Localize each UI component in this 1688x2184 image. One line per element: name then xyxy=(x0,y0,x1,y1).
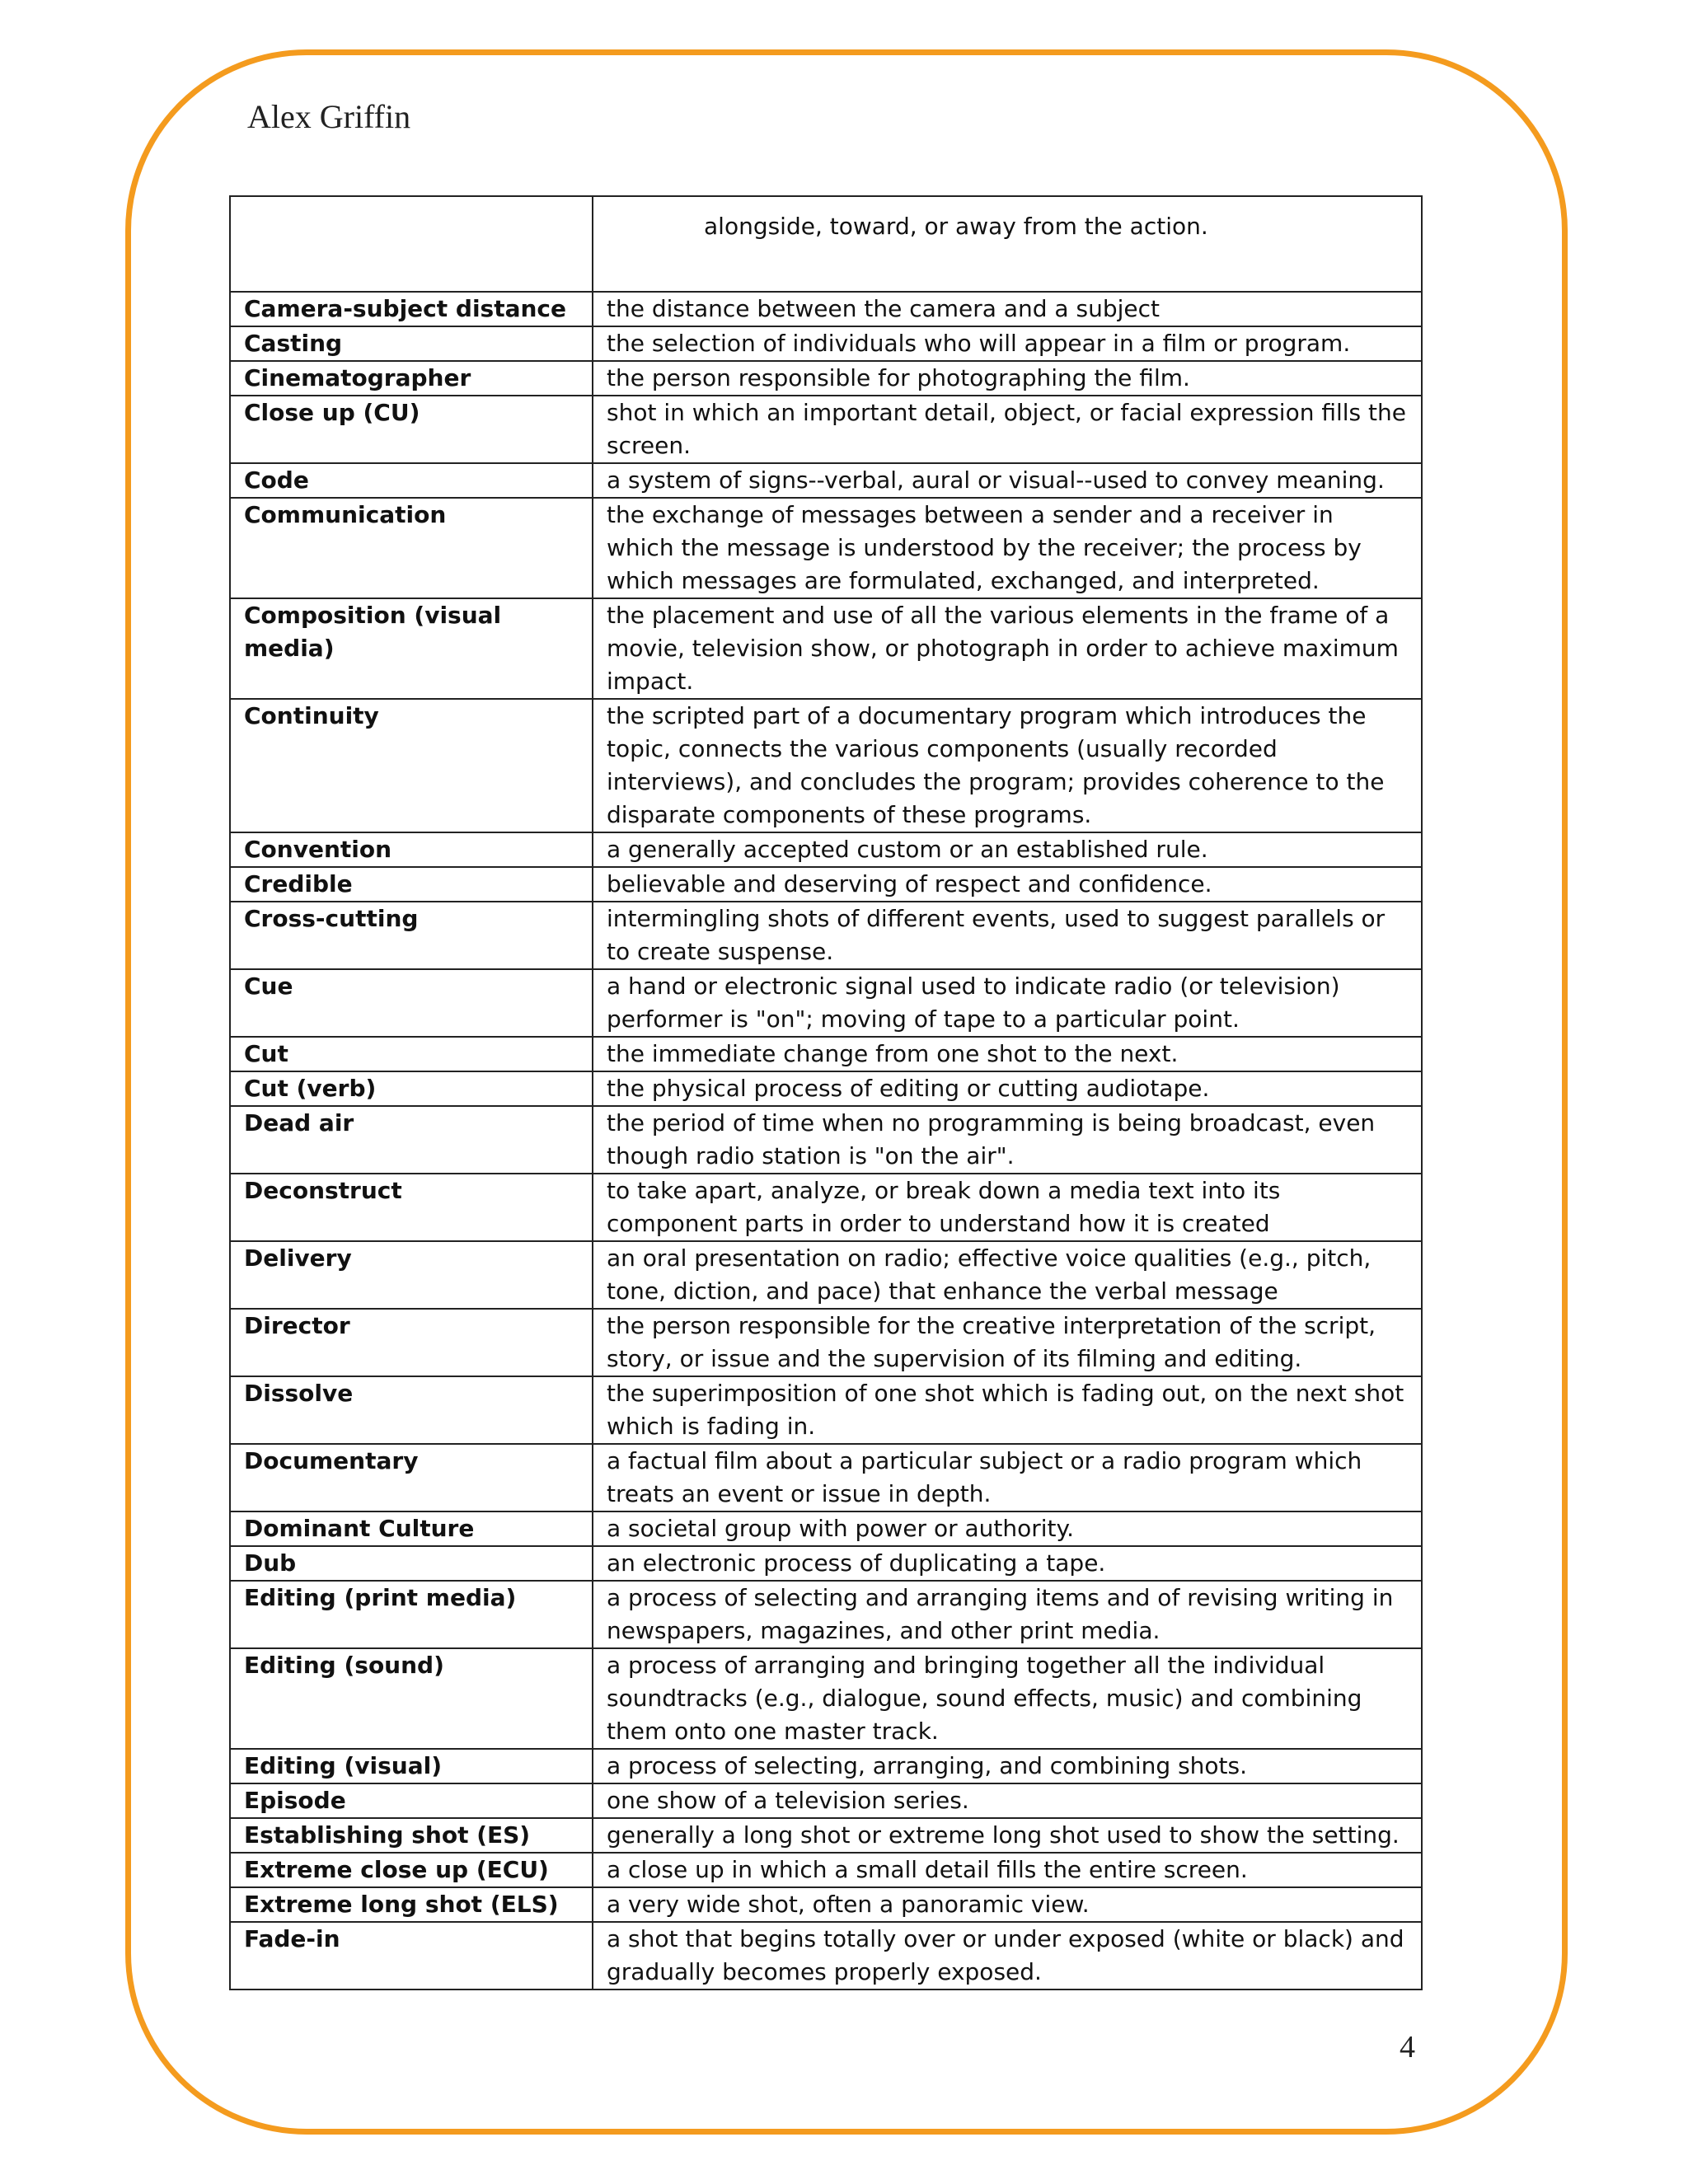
definition-cell: a factual film about a particular subject or a radio program which treats an event or issue in depth. xyxy=(593,1444,1422,1511)
term-cell: Episode xyxy=(230,1783,593,1818)
table-row xyxy=(230,463,1422,498)
definition-cell: a process of selecting and arranging items and of revising writing in newspapers, magazines, and other print media. xyxy=(593,1581,1422,1648)
table-row xyxy=(230,1071,1422,1106)
table-row xyxy=(230,292,1422,326)
table-row xyxy=(230,598,1422,699)
term-cell: Dub xyxy=(230,1546,593,1581)
term-cell: Dominant Culture xyxy=(230,1511,593,1546)
term-cell: Extreme close up (ECU) xyxy=(230,1853,593,1887)
definition-cell: the immediate change from one shot to the next. xyxy=(593,1037,1422,1071)
term-cell: Dead air xyxy=(230,1106,593,1174)
term-cell-empty xyxy=(230,196,593,292)
table-row xyxy=(230,699,1422,832)
table-row xyxy=(230,832,1422,867)
table-row xyxy=(230,1783,1422,1818)
term-cell: Cue xyxy=(230,969,593,1037)
table-row xyxy=(230,326,1422,361)
definition-cell: believable and deserving of respect and confidence. xyxy=(593,867,1422,902)
table-row xyxy=(230,1241,1422,1309)
term-cell: Camera-subject distance xyxy=(230,292,593,326)
continued-definition: alongside, toward, or away from the action. xyxy=(704,213,1208,240)
definition-cell: the period of time when no programming is being broadcast, even though radio station is "on the air". xyxy=(593,1106,1422,1174)
glossary-body xyxy=(230,196,1422,1990)
term-cell: Composition (visual media) xyxy=(230,598,593,699)
definition-cell: the person responsible for photographing the film. xyxy=(593,361,1422,396)
definition-cell: an electronic process of duplicating a tape. xyxy=(593,1546,1422,1581)
table-row xyxy=(230,1648,1422,1749)
table-row xyxy=(230,1444,1422,1511)
definition-cell: one show of a television series. xyxy=(593,1783,1422,1818)
definition-cell: intermingling shots of different events, used to suggest parallels or to create suspense. xyxy=(593,902,1422,969)
table-row xyxy=(230,1106,1422,1174)
author-name: Alex Griffin xyxy=(247,98,411,135)
term-cell: Extreme long shot (ELS) xyxy=(230,1887,593,1922)
table-row xyxy=(230,396,1422,463)
table-row-continued xyxy=(230,196,1422,292)
definition-cell: the distance between the camera and a subject xyxy=(593,292,1422,326)
term-cell: Code xyxy=(230,463,593,498)
table-row xyxy=(230,1749,1422,1783)
definition-cell: the scripted part of a documentary program which introduces the topic, connects the various components (usually recorded interviews), and concludes the program; provides coherence to the disparate components of these programs. xyxy=(593,699,1422,832)
definition-cell: the placement and use of all the various elements in the frame of a movie, television show, or photograph in order to achieve maximum impact. xyxy=(593,598,1422,699)
glossary-table xyxy=(229,195,1423,1990)
definition-cell: the selection of individuals who will appear in a film or program. xyxy=(593,326,1422,361)
term-cell: Close up (CU) xyxy=(230,396,593,463)
definition-cell: a process of arranging and bringing together all the individual soundtracks (e.g., dialogue, sound effects, music) and combining them onto one master track. xyxy=(593,1648,1422,1749)
table-row xyxy=(230,867,1422,902)
term-cell: Communication xyxy=(230,498,593,598)
term-cell: Continuity xyxy=(230,699,593,832)
term-cell: Cut xyxy=(230,1037,593,1071)
definition-cell xyxy=(593,196,1422,292)
definition-cell: a societal group with power or authority. xyxy=(593,1511,1422,1546)
term-cell: Delivery xyxy=(230,1241,593,1309)
term-cell: Cut (verb) xyxy=(230,1071,593,1106)
table-row xyxy=(230,498,1422,598)
term-cell: Deconstruct xyxy=(230,1174,593,1241)
page-number: 4 xyxy=(1400,2030,1415,2064)
term-cell: Director xyxy=(230,1309,593,1376)
definition-cell: shot in which an important detail, object, or facial expression fills the screen. xyxy=(593,396,1422,463)
term-cell: Cross-cutting xyxy=(230,902,593,969)
table-row xyxy=(230,1818,1422,1853)
table-row xyxy=(230,1174,1422,1241)
table-row xyxy=(230,1581,1422,1648)
term-cell: Fade-in xyxy=(230,1922,593,1990)
table-row xyxy=(230,902,1422,969)
definition-cell: a system of signs--verbal, aural or visual--used to convey meaning. xyxy=(593,463,1422,498)
term-cell: Establishing shot (ES) xyxy=(230,1818,593,1853)
definition-cell: a close up in which a small detail fills the entire screen. xyxy=(593,1853,1422,1887)
definition-cell: the physical process of editing or cutting audiotape. xyxy=(593,1071,1422,1106)
definition-cell: an oral presentation on radio; effective voice qualities (e.g., pitch, tone, diction, and pace) that enhance the verbal message xyxy=(593,1241,1422,1309)
term-cell: Editing (visual) xyxy=(230,1749,593,1783)
definition-cell: a generally accepted custom or an established rule. xyxy=(593,832,1422,867)
definition-cell: to take apart, analyze, or break down a media text into its component parts in order to understand how it is created xyxy=(593,1174,1422,1241)
term-cell: Casting xyxy=(230,326,593,361)
term-cell: Editing (print media) xyxy=(230,1581,593,1648)
definition-cell: the superimposition of one shot which is fading out, on the next shot which is fading in. xyxy=(593,1376,1422,1444)
definition-cell: a very wide shot, often a panoramic view. xyxy=(593,1887,1422,1922)
definition-cell: a process of selecting, arranging, and combining shots. xyxy=(593,1749,1422,1783)
term-cell: Credible xyxy=(230,867,593,902)
definition-cell: a hand or electronic signal used to indicate radio (or television) performer is "on"; moving of tape to a particular point. xyxy=(593,969,1422,1037)
term-cell: Convention xyxy=(230,832,593,867)
table-row xyxy=(230,1546,1422,1581)
term-cell: Editing (sound) xyxy=(230,1648,593,1749)
term-cell: Dissolve xyxy=(230,1376,593,1444)
table-row xyxy=(230,361,1422,396)
definition-cell: a shot that begins totally over or under exposed (white or black) and gradually becomes properly exposed. xyxy=(593,1922,1422,1990)
definition-cell: generally a long shot or extreme long shot used to show the setting. xyxy=(593,1818,1422,1853)
table-row xyxy=(230,1511,1422,1546)
definition-cell: the exchange of messages between a sender and a receiver in which the message is understood by the receiver; the process by which messages are formulated, exchanged, and interpreted. xyxy=(593,498,1422,598)
term-cell: Cinematographer xyxy=(230,361,593,396)
table-row xyxy=(230,969,1422,1037)
definition-cell: the person responsible for the creative interpretation of the script, story, or issue and the supervision of its filming and editing. xyxy=(593,1309,1422,1376)
table-row xyxy=(230,1853,1422,1887)
table-row xyxy=(230,1309,1422,1376)
table-row xyxy=(230,1887,1422,1922)
table-row xyxy=(230,1376,1422,1444)
table-row xyxy=(230,1037,1422,1071)
table-row xyxy=(230,1922,1422,1990)
term-cell: Documentary xyxy=(230,1444,593,1511)
